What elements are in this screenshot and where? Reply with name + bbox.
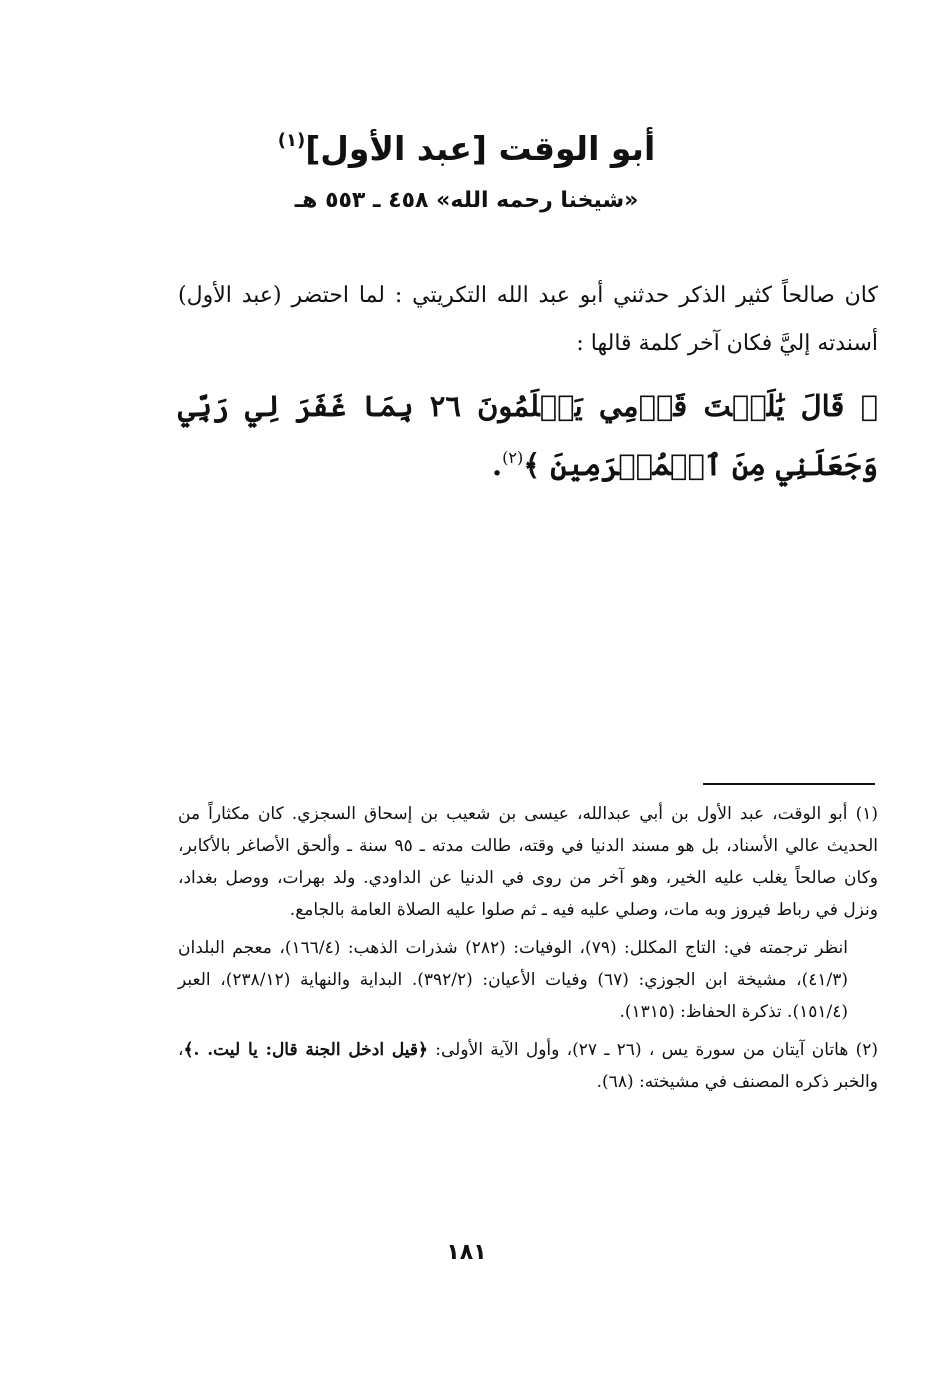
- page-subtitle: «شيخنا رحمه الله» ٤٥٨ ـ ٥٥٣ هـ: [294, 188, 639, 213]
- footnote-1-references: انظر ترجمته في: التاج المكلل: (٧٩)، الوفيات: (٢٨٢) شذرات الذهب: (١٦٦/٤)، معجم البلدان (٤١/٣)، مشيخة ابن الجوزي: (٦٧) وفيات الأعيان: (٣٩٢/٢). البداية والنهاية (٢٣٨/١٢)، العبر (١٥١/٤). تذكرة الحفاظ: (١٣١٥).: [178, 938, 849, 1022]
- quran-verse: [178, 380, 878, 491]
- footnote-1-number: (١): [855, 804, 879, 824]
- page-number: ١٨١: [446, 1240, 487, 1265]
- verse-footnote-marker: (٢): [502, 448, 524, 467]
- footnotes: [178, 798, 878, 1104]
- footnote-2: [178, 1034, 878, 1098]
- verse-text: ﴿ قَالَ يَٰلَيۡتَ قَوۡمِي يَعۡلَمُونَ ٢٦ بِمَا غَفَرَ لِي رَبِّي وَجَعَلَنِي مِنَ ٱلۡمُكۡرَمِينَ ﴾: [178, 389, 878, 482]
- page-title: [0, 118, 933, 172]
- footnote-2-quote: ﴿قيل ادخل الجنة قال: يا ليت. .﴾: [183, 1040, 428, 1060]
- body-text: [178, 272, 878, 368]
- footnote-divider: [703, 783, 875, 785]
- body-paragraph: كان صالحاً كثير الذكر حدثني أبو عبد الله التكريتي : لما احتضر (عبد الأول) أسندته إليَّ فكان آخر كلمة قالها :: [178, 283, 878, 356]
- footnote-2-lead: هاتان آيتان من سورة يس ، (٢٦ ـ ٢٧)، وأول الآية الأولى:: [435, 1040, 849, 1060]
- verse-end: .: [492, 448, 503, 482]
- footnote-2-tail: ، والخبر ذكره المصنف في مشيخته: (٦٨).: [178, 1040, 878, 1092]
- footnote-1: [178, 798, 878, 926]
- title-text: أبو الوقت [عبد الأول]: [305, 129, 656, 168]
- footnote-2-number: (٢): [855, 1040, 879, 1060]
- footnote-1-text: أبو الوقت، عبد الأول بن أبي عبدالله، عيسى بن شعيب بن إسحاق السجزي. كان مكثاراً من الحديث عالي الأسناد، بل هو مسند الدنيا في وقته، طالت مدته ـ ٩٥ سنة ـ وألحق الأصاغر بالأكابر، وكان صالحاً يغلب عليه الخير، وهو آخر من روى في الدنيا عن الداودي. ولد بهرات، ووصل بغداد، ونزل في رباط فيروز وبه مات، وصلي عليه فيه ـ ثم صلوا عليه الصلاة العامة بالجامع.: [178, 804, 878, 920]
- title-footnote-marker: (١): [277, 130, 306, 151]
